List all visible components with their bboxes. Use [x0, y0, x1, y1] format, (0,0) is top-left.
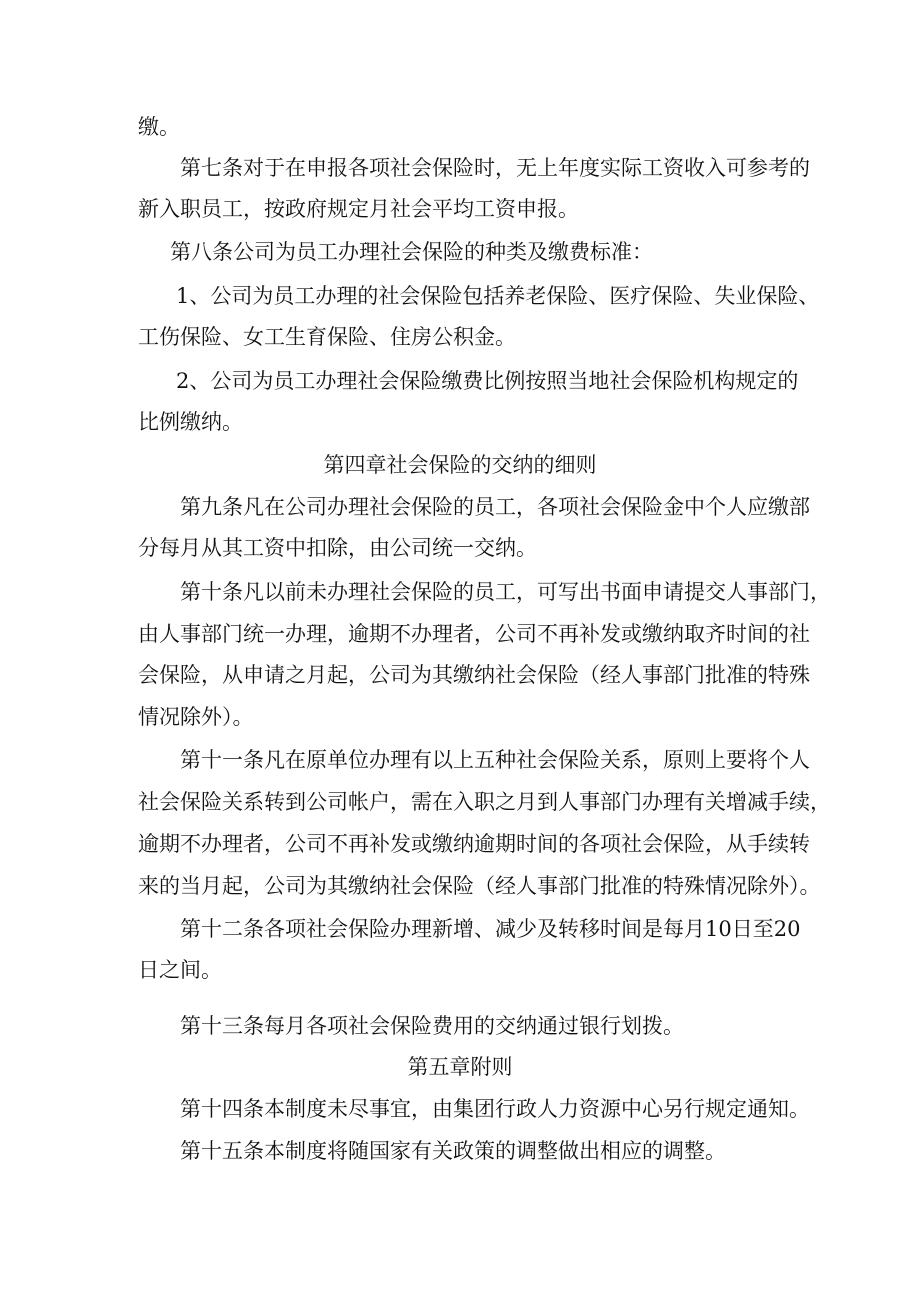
chapter-4-heading: 第四章社会保险的交纳的细则: [323, 453, 597, 477]
text-line: 比例缴纳。: [138, 410, 243, 434]
text-line: 情况除外）。: [138, 705, 254, 729]
text-line: 新入职员工，按政府规定月社会平均工资申报。: [138, 197, 579, 221]
article-13: 第十三条每月各项社会保险费用的交纳通过银行划拨。: [180, 1014, 684, 1038]
article-14: 第十四条本制度未尽事宜，由集团行政人力资源中心另行规定通知。: [180, 1097, 810, 1121]
article-12: 第十二条各项社会保险办理新增、减少及转移时间是每月10日至20: [180, 917, 801, 941]
article-10: 第十条凡以前未办理社会保险的员工，可写出书面申请提交人事部门，: [180, 580, 831, 604]
list-item-1: 1、公司为员工办理的社会保险包括养老保险、医疗保险、失业保险、: [176, 284, 820, 308]
text-line: 来的当月起，公司为其缴纳社会保险（经人事部门批准的特殊情况除外）。: [138, 874, 821, 898]
article-11: 第十一条凡在原单位办理有以上五种社会保险关系，原则上要将个人: [180, 748, 810, 772]
article-15: 第十五条本制度将随国家有关政策的调整做出相应的调整。: [180, 1139, 726, 1163]
text-line: 缴。: [138, 115, 180, 139]
article-7: 第七条对于在申报各项社会保险时，无上年度实际工资收入可参考的: [180, 156, 810, 180]
text-line: 由人事部门统一办理，逾期不办理者，公司不再补发或缴纳取齐时间的社: [138, 622, 810, 646]
text-line: 逾期不办理者，公司不再补发或缴纳逾期时间的各项社会保险，从手续转: [138, 832, 810, 856]
text-line: 工伤保险、女工生育保险、住房公积金。: [138, 325, 516, 349]
text-line: 日之间。: [138, 958, 222, 982]
text-line: 分每月从其工资中扣除，由公司统一交纳。: [138, 536, 537, 560]
list-item-2: 2、公司为员工办理社会保险缴费比例按照当地社会保险机构规定的: [176, 369, 799, 393]
article-8: 第八条公司为员工办理社会保险的种类及缴费标准：: [170, 240, 653, 264]
text-line: 会保险，从申请之月起，公司为其缴纳社会保险（经人事部门批准的特殊: [138, 663, 810, 687]
article-9: 第九条凡在公司办理社会保险的员工，各项社会保险金中个人应缴部: [180, 495, 810, 519]
chapter-5-heading: 第五章附则: [407, 1055, 513, 1079]
text-line: 社会保险关系转到公司帐户，需在入职之月到人事部门办理有关增减手续，: [138, 790, 831, 814]
